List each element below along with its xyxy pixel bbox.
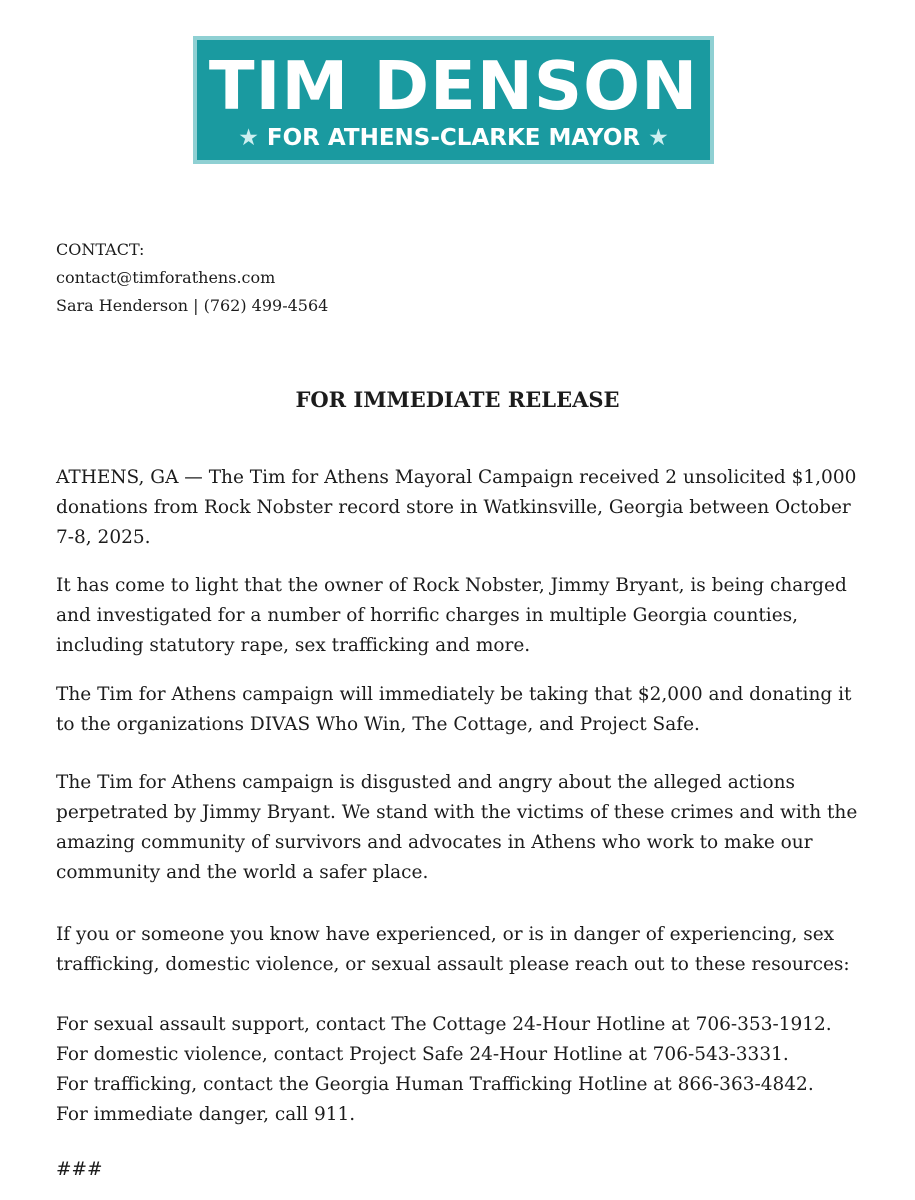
star-icon: ★ [238,125,259,151]
paragraph-resources-intro: If you or someone you know have experienced, or is in danger of experiencing, sex trafficking, domestic violence, or sexual assault please reach out to these resources: [56,924,850,975]
star-icon: ★ [648,125,669,151]
logo-name: TIM DENSON [208,47,699,125]
paragraph-charges: It has come to light that the owner of Rock Nobster, Jimmy Bryant, is being charged and investigated for a number of horrific charges in multiple Georgia counties, including statutory rape, sex trafficking and more. [56,575,847,656]
contact-email: contact@timforathens.com [56,268,276,287]
logo-tagline-row [197,124,710,152]
contact-block [56,236,328,320]
resources-list [56,1010,868,1130]
campaign-logo [193,36,714,164]
release-headline: FOR IMMEDIATE RELEASE [295,387,620,412]
paragraph-donating: The Tim for Athens campaign will immediately be taking that $2,000 and donating it to the organizations DIVAS Who Win, The Cottage, and Project Safe. [56,684,852,735]
contact-person: Sara Henderson | (762) 499-4564 [56,296,329,315]
resource-line: For immediate danger, call 911. [56,1104,356,1125]
resource-line: For domestic violence, contact Project Safe 24-Hour Hotline at 706-543-3331. [56,1044,789,1065]
resource-line: For trafficking, contact the Georgia Human Trafficking Hotline at 866-363-4842. [56,1074,814,1095]
resource-line: For sexual assault support, contact The Cottage 24-Hour Hotline at 706-353-1912. [56,1014,832,1035]
paragraph-donations: ATHENS, GA — The Tim for Athens Mayoral Campaign received 2 unsolicited $1,000 donations from Rock Nobster record store in Watkinsville, Georgia between October 7-8, 2025. [56,467,857,548]
end-mark: ### [56,1159,103,1180]
contact-label: CONTACT: [56,240,145,259]
paragraph-statement: The Tim for Athens campaign is disgusted and angry about the alleged actions perpetrated by Jimmy Bryant. We stand with the victims of these crimes and with the amazing community of survivors and advocates in Athens who work to make our community and the world a safer place. [56,772,858,883]
logo-tagline: FOR ATHENS-CLARKE MAYOR [266,125,641,151]
